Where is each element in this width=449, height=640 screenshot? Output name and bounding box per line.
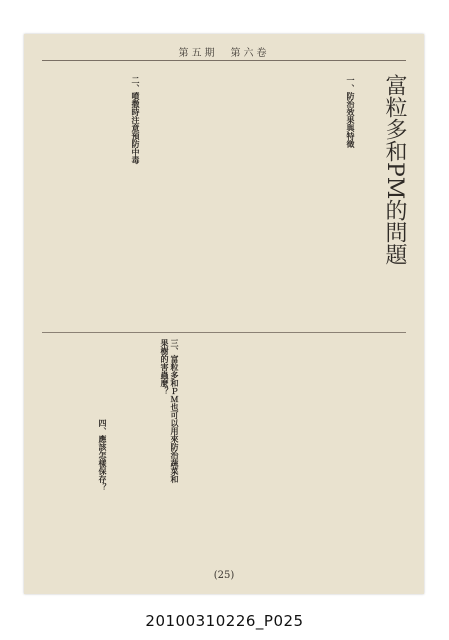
- text-column: [42, 339, 94, 564]
- text-column: [42, 76, 127, 326]
- text-column: [149, 76, 199, 326]
- document-page: [24, 34, 424, 594]
- article-title: 富粒多和PM的問題: [382, 74, 407, 266]
- section-heading-1: 一、防治效果與特徵: [346, 76, 356, 148]
- page-number: (25): [213, 570, 235, 581]
- issue-header: 第五期 第六卷: [178, 48, 270, 59]
- text-column: [116, 339, 142, 564]
- middle-rule: [42, 332, 406, 333]
- article-title-box: [362, 74, 408, 334]
- page-header: [24, 34, 424, 64]
- text-column: [184, 339, 314, 564]
- section-heading-2: 二、噴撒時注意預防中毒: [131, 76, 141, 164]
- section-heading-3: 三、富粒多和ＰＭ也可以用來防治蔬菜和果樹的害蟲麼？: [160, 339, 180, 483]
- text-column: [324, 76, 342, 326]
- header-rule: [42, 60, 406, 61]
- image-caption: 20100310226_P025: [145, 612, 304, 630]
- text-column: [324, 339, 408, 564]
- section-heading-4: 四、應該怎樣保存？: [98, 419, 108, 491]
- text-column: [204, 76, 314, 326]
